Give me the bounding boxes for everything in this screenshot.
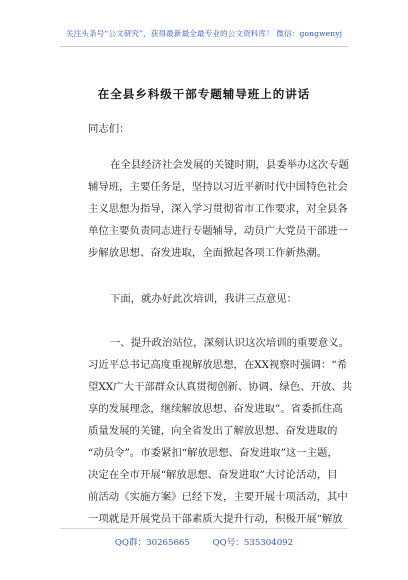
- header-divider: [60, 46, 348, 47]
- footer-divider: [60, 528, 348, 529]
- footer-qq-number: QQ号：535304092: [212, 538, 294, 548]
- paragraph-line: 下面，就办好此次培训，我讲三点意见：: [110, 293, 298, 305]
- paragraph-line: 一、提升政治站位，深刻认识这次培训的重要意义。: [110, 337, 349, 349]
- paragraph-intro: [88, 154, 349, 264]
- paragraph-line: 享的发展理念，继续解放思想、奋发进取”。省委抓住高: [88, 403, 343, 415]
- paragraph-transition: [88, 288, 336, 310]
- paragraph-line: 主义思想为指导，深入学习贯彻省市工作要求，对全县各: [88, 203, 348, 215]
- paragraph-line: 习近平总书记高度重视解放思想，在XX视察时强调：“希: [88, 359, 348, 371]
- paragraph-line: 在全县经济社会发展的关键时期，县委举办这次专题: [110, 159, 349, 171]
- paragraph-line: 辅导班，主要任务是，坚持以习近平新时代中国特色社会: [88, 181, 348, 193]
- document-body: [88, 118, 353, 530]
- footer-qq-group: QQ群：30265665: [114, 538, 190, 548]
- salutation: 同志们：: [88, 123, 130, 135]
- paragraph-line: 质量发展的关键，向全省发出了解放思想、奋发进取的: [88, 425, 338, 437]
- paragraph-line: 步解放思想、奋发进取，全面掀起各项工作新热潮。: [88, 247, 327, 259]
- header-banner: 关注头条号“公文研究”，获得最新最全最专业的公文资料库！ 微信：gongwenyj: [65, 29, 343, 38]
- paragraph-line: 单位主要负责同志进行专题辅导，动员广大党员干部进一: [88, 225, 348, 237]
- document-title: 在全县乡科级干部专题辅导班上的讲话: [97, 87, 311, 101]
- footer: [0, 536, 408, 548]
- paragraph-section-one: [88, 332, 353, 530]
- paragraph-line: 望XX广大干部群众认真贯彻创新、协调、绿色、开放、共: [88, 381, 353, 393]
- paragraph-line: 一项就是开展党员干部素质大提升行动，积极开展“解放: [88, 513, 343, 525]
- paragraph-line: 前活动《实施方案》已经下发，主要开展十项活动，其中: [88, 491, 348, 503]
- paragraph-line: 决定在全市开展“解放思想、奋发进取”大讨论活动，目: [88, 469, 338, 481]
- paragraph-line: “动员令”。市委紧扣“解放思想、奋发进取”这一主题，: [88, 447, 338, 459]
